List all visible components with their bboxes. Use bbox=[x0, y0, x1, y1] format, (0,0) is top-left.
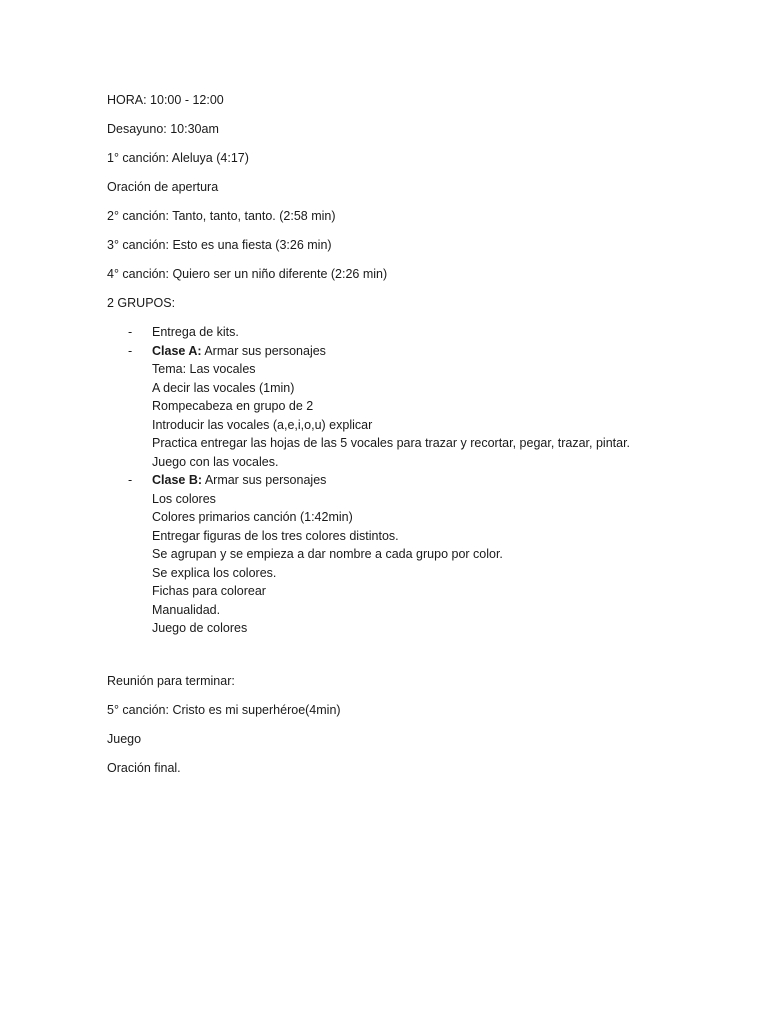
class-b-text: Armar sus personajes bbox=[202, 473, 327, 487]
class-a-subitem: Practica entregar las hojas de las 5 vocales para trazar y recortar, pegar, trazar, pintar. bbox=[152, 436, 631, 450]
list-dash: - bbox=[128, 343, 133, 358]
class-b-subitem: Juego de colores bbox=[152, 621, 248, 635]
opening-prayer: Oración de apertura bbox=[107, 180, 219, 194]
final-prayer: Oración final. bbox=[107, 761, 181, 775]
class-a-label: Clase A: bbox=[152, 343, 202, 358]
game: Juego bbox=[107, 732, 142, 746]
song-3: 3° canción: Esto es una fiesta (3:26 min) bbox=[107, 238, 332, 252]
schedule-hours: HORA: 10:00 - 12:00 bbox=[107, 93, 224, 107]
class-b-subitem: Colores primarios canción (1:42min) bbox=[152, 510, 353, 524]
class-a-subitem: Juego con las vocales. bbox=[152, 454, 279, 469]
list-item-kits bbox=[107, 323, 747, 342]
list-item-class-a bbox=[107, 342, 747, 361]
group-activities-list bbox=[107, 323, 747, 638]
song-4: 4° canción: Quiero ser un niño diferente (2:26 min) bbox=[107, 267, 388, 281]
song-2: 2° canción: Tanto, tanto, tanto. (2:58 min) bbox=[107, 209, 336, 223]
class-a-text: Armar sus personajes bbox=[201, 343, 326, 358]
class-b-subitem: Manualidad. bbox=[152, 602, 221, 617]
class-a-subitem: Tema: Las vocales bbox=[152, 362, 256, 376]
class-b-subitem: Se agrupan y se empieza a dar nombre a cada grupo por color. bbox=[152, 547, 503, 561]
class-b-label: Clase B: bbox=[152, 473, 203, 487]
class-b-subitem: Se explica los colores. bbox=[152, 565, 277, 580]
list-item-text: Entrega de kits. bbox=[152, 325, 239, 339]
breakfast-time: Desayuno: 10:30am bbox=[107, 122, 219, 136]
class-b-subitem: Los colores bbox=[152, 491, 216, 506]
groups-heading: 2 GRUPOS: bbox=[107, 296, 176, 310]
class-a-subitem: Introducir las vocales (a,e,i,o,u) explicar bbox=[152, 417, 373, 432]
class-b-subitem: Entregar figuras de los tres colores distintos. bbox=[152, 528, 399, 543]
list-item-class-b bbox=[107, 471, 747, 490]
closing-meeting: Reunión para terminar: bbox=[107, 674, 235, 688]
list-dash: - bbox=[128, 325, 133, 339]
list-dash: - bbox=[128, 473, 133, 487]
song-1: 1° canción: Aleluya (4:17) bbox=[107, 151, 249, 165]
class-a-subitem: Rompecabeza en grupo de 2 bbox=[152, 399, 314, 413]
song-5: 5° canción: Cristo es mi superhéroe(4min) bbox=[107, 703, 341, 717]
class-b-subitem: Fichas para colorear bbox=[152, 584, 266, 598]
class-a-subitem: A decir las vocales (1min) bbox=[152, 380, 295, 395]
